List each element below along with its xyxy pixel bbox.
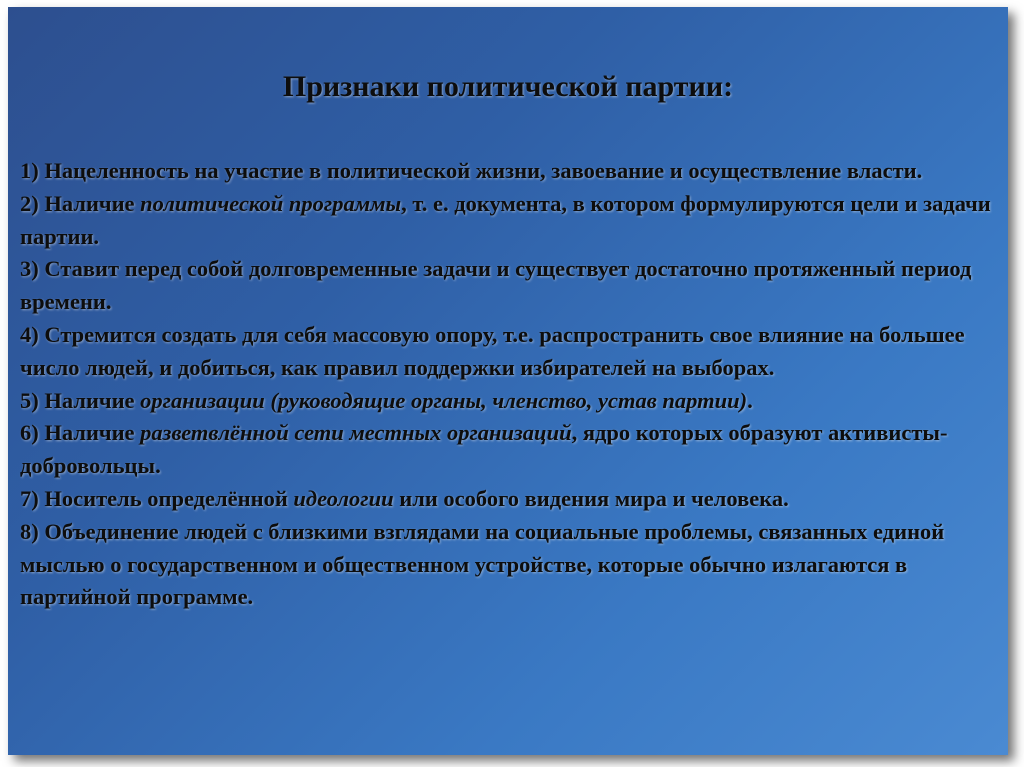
item-emphasis: идеологии xyxy=(293,485,394,511)
item-text: 7) Носитель определённой xyxy=(20,485,294,511)
slide-body xyxy=(20,155,1005,614)
item-text: 4) Стремится создать для себя массовую опору, т.е. распространить свое влияние на большее число людей, и добиться, как правил поддержки избирателей на выборах. xyxy=(20,321,965,380)
slide-panel xyxy=(8,7,1008,755)
list-item xyxy=(20,417,1005,483)
item-emphasis: разветвлённой сети местных организаций xyxy=(140,420,572,446)
item-text: 2) Наличие xyxy=(20,190,141,216)
item-text: или особого видения мира и человека. xyxy=(393,485,789,511)
list-item xyxy=(20,253,1005,319)
item-text: 5) Наличие xyxy=(20,387,141,413)
item-emphasis: организации (руководящие органы, членство, устав партии) xyxy=(140,387,748,413)
list-item xyxy=(20,155,1005,188)
item-text: . xyxy=(747,387,753,413)
item-text: , ядро которых образуют активисты-добровольцы. xyxy=(20,420,948,479)
item-emphasis: политической программы xyxy=(140,190,402,216)
item-text: , т. е. документа, в котором формулируются цели и задачи партии. xyxy=(20,190,991,249)
item-text: 8) Объединение людей с близкими взглядами на социальные проблемы, связанных единой мыслью о государственном и общественном устройстве, которые обычно излагаются в партийной программе. xyxy=(20,518,945,610)
list-item xyxy=(20,516,1005,614)
slide-title: Признаки политической партии: xyxy=(282,70,734,103)
list-item xyxy=(20,319,1005,385)
item-text: 1) Нацеленность на участие в политической жизни, завоевание и осуществление власти. xyxy=(20,158,923,183)
list-item xyxy=(20,188,1005,254)
list-item xyxy=(20,385,1005,418)
item-text: 3) Ставит перед собой долговременные задачи и существует достаточно протяженный период времени. xyxy=(20,256,972,315)
list-item xyxy=(20,483,1005,516)
item-text: 6) Наличие xyxy=(20,420,141,446)
